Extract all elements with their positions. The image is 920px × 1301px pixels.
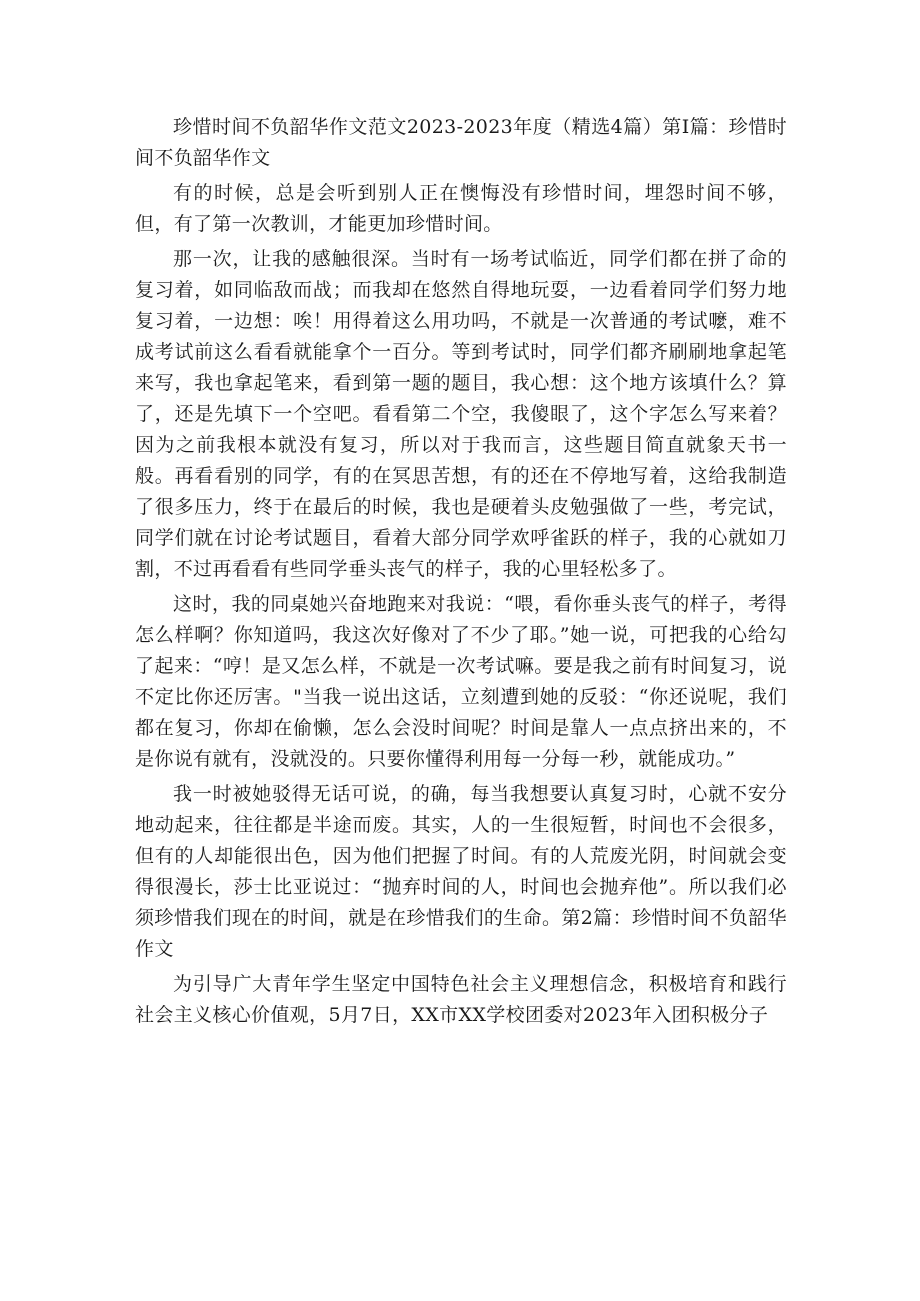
document-title-paragraph: 珍惜时间不负韶华作文范文2023-2023年度（精选4篇）第Ⅰ篇：珍惜时间不负韶华作文 bbox=[135, 116, 787, 169]
paragraph-4: 我一时被她驳得无话可说，的确，每当我想要认真复习时，心就不安分地动起来，往往都是半途而废。其实，人的一生很短暂，时间也不会很多，但有的人却能很出色，因为他们把握了时间。有的人荒废光阴，时间就会变得很漫长，莎士比亚说过：“抛弃时间的人，时间也会抛弃他”。所以我们必须珍惜我们现在的时间，就是在珍惜我们的生命。第2篇：珍惜时间不负韶华作文 bbox=[135, 783, 787, 960]
paragraph-2: 那一次，让我的感触很深。当时有一场考试临近，同学们都在拼了命的复习着，如同临敌而战；而我却在悠然自得地玩耍，一边看着同学们努力地复习着，一边想：唉！用得着这么用功吗，不就是一次普通的考试嚒，难不成考试前这么看看就能拿个一百分。等到考试时，同学们都齐刷刷地拿起笔来写，我也拿起笔来，看到第一题的题目，我心想：这个地方该填什么？算了，还是先填下一个空吧。看看第二个空，我傻眼了，这个字怎么写来着？因为之前我根本就没有复习，所以对于我而言，这些题目简直就象天书一般。再看看别的同学，有的在冥思苦想，有的还在不停地写着，这给我制造了很多压力，终于在最后的时候，我也是硬着头皮勉强做了一些，考完试，同学们就在讨论考试题目，看着大部分同学欢呼雀跃的样子，我的心就如刀割，不过再看看有些同学垂头丧气的样子，我的心里轻松多了。 bbox=[135, 248, 787, 580]
document-body bbox=[135, 112, 787, 1031]
paragraph-1: 有的时候，总是会听到别人正在懊悔没有珍惜时间，埋怨时间不够，但，有了第一次教训，才能更加珍惜时间。 bbox=[135, 182, 787, 235]
paragraph-3: 这时，我的同桌她兴奋地跑来对我说：“喂，看你垂头丧气的样子，考得怎么样啊？你知道吗，我这次好像对了不少了耶。”她一说，可把我的心给勾了起来：“哼！是又怎么样，不就是一次考试嘛。要是我之前有时间复习，说不定比你还厉害。"当我一说出这话，立刻遭到她的反驳：“你还说呢，我们都在复习，你却在偷懒，怎么会没时间呢？时间是靠人一点点挤出来的，不是你说有就有，没就没的。只要你懂得利用每一分每一秒，就能成功。” bbox=[135, 593, 787, 770]
paragraph-5: 为引导广大青年学生坚定中国特色社会主义理想信念，积极培育和践行社会主义核心价值观，5月7日，XX市XX学校团委对2023年入团积极分子 bbox=[135, 973, 787, 1026]
